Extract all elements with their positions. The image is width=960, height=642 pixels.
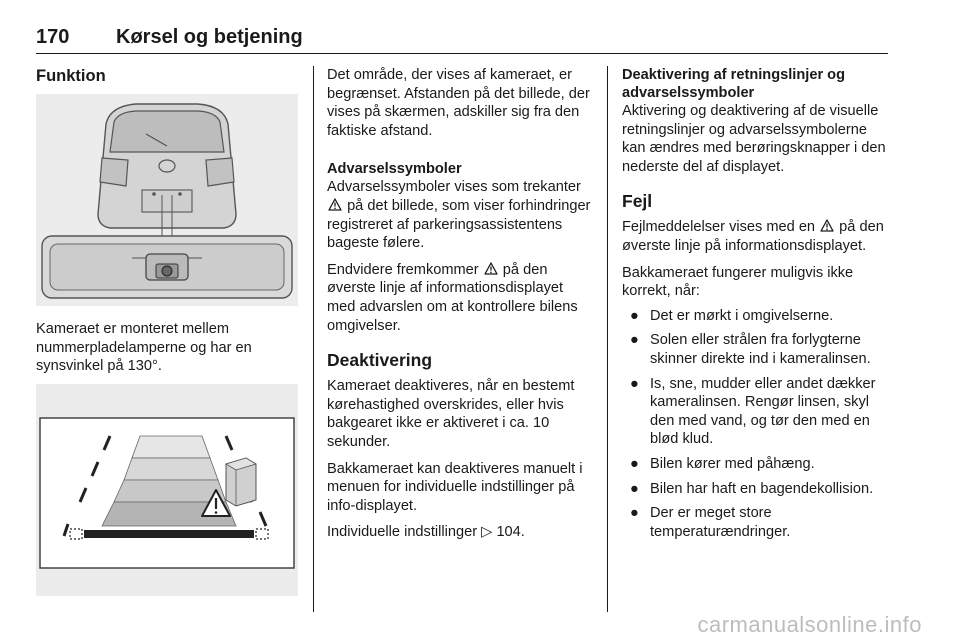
deactivation-heading: Deaktivering — [327, 350, 433, 371]
fault-message-paragraph: Fejlmeddelelser vises med en på den øverste linje på informationsdisplayet. — [622, 219, 884, 254]
malfunction-conditions-list — [622, 307, 890, 542]
bullet-icon: ● — [630, 455, 639, 472]
warning-triangle-icon — [820, 219, 834, 232]
bullet-icon: ● — [630, 480, 639, 497]
list-item: ● Is, sne, mudder eller andet dækker kameralinsen. Rengør linsen, skyl den med vand, og tør den med en blød klud. — [630, 375, 876, 448]
deactivation-paragraph-1: Kameraet deaktiveres, når en bestemt kørehastighed overskrides, eller hvis bakgearet ikke er aktiveret i ca. 10 sekunder. — [327, 378, 575, 450]
bullet-icon: ● — [630, 505, 639, 522]
list-item: ● Bilen har haft en bagendekollision. — [630, 480, 874, 497]
bullet-icon: ● — [630, 307, 639, 324]
watermark: carmanualsonline.info — [697, 612, 922, 637]
deactivation-paragraph-2: Bakkameraet kan deaktiveres manuelt i menuen for individuelle indstillinger på info-displayet. — [327, 460, 583, 514]
list-item: ● Solen eller strålen fra forlygterne skinner direkte ind i kameralinsen. — [630, 332, 871, 367]
section-heading-funktion: Funktion — [36, 67, 106, 85]
column-divider-1 — [313, 66, 314, 612]
list-item: ● Der er meget store temperaturændringer. — [630, 505, 791, 540]
figure-caption-block — [36, 320, 302, 376]
car-rear-illustration — [36, 94, 298, 306]
column-1 — [36, 66, 302, 86]
camera-range-paragraph: Det område, der vises af kameraet, er begrænset. Afstanden på det billede, der vises på skærmen, adskiller sig fra den faktiske afstand. — [327, 67, 590, 139]
warning-symbols-paragraph: Advarselssymboler vises som trekanter på det billede, som viser forhindringer registreret af parkeringsassistentens bageste følere. — [327, 179, 591, 252]
warning-display-paragraph: Endvidere fremkommer på den øverste linje af informationsdisplayet med advarslen om at kontrollere bilens omgivelser. — [327, 261, 578, 334]
page-header — [36, 24, 888, 54]
page-number: 170 — [36, 26, 70, 48]
column-divider-2 — [607, 66, 608, 612]
warning-symbols-heading: Advarselssymboler — [327, 161, 462, 178]
warning-triangle-icon — [328, 198, 342, 211]
individual-settings-reference: Individuelle indstillinger ▷ 104. — [327, 524, 525, 541]
list-item: ● Det er mørkt i omgivelserne. — [630, 307, 834, 324]
bullet-icon: ● — [630, 375, 639, 392]
list-item: ● Bilen kører med påhæng. — [630, 455, 815, 472]
column-3 — [622, 66, 890, 541]
rear-camera-display-figure — [36, 384, 298, 596]
column-2 — [327, 66, 593, 542]
guideline-display-illustration — [36, 384, 298, 596]
warning-triangle-icon — [484, 262, 498, 275]
camera-malfunction-intro: Bakkameraet fungerer muligvis ikke korrekt, når: — [622, 264, 854, 300]
fault-heading: Fejl — [622, 191, 653, 212]
guidelines-paragraph: Aktivering og deaktivering af de visuelle retningslinjer og advarselssymbolerne kan ændres med berøringsknapper i den nederste del af displayet. — [622, 103, 886, 175]
camera-mount-caption: Kameraet er monteret mellem nummerpladelamperne og har en synsvinkel på 130°. — [36, 321, 252, 375]
car-rear-camera-figure — [36, 94, 298, 306]
guidelines-deactivation-heading: Deaktivering af retningslinjer og advarselssymboler — [622, 67, 846, 101]
bullet-icon: ● — [630, 332, 639, 349]
page-title: Kørsel og betjening — [116, 26, 303, 48]
page-reference-arrow-icon: ▷ — [481, 524, 493, 541]
page-reference-link[interactable]: 104. — [496, 524, 525, 541]
